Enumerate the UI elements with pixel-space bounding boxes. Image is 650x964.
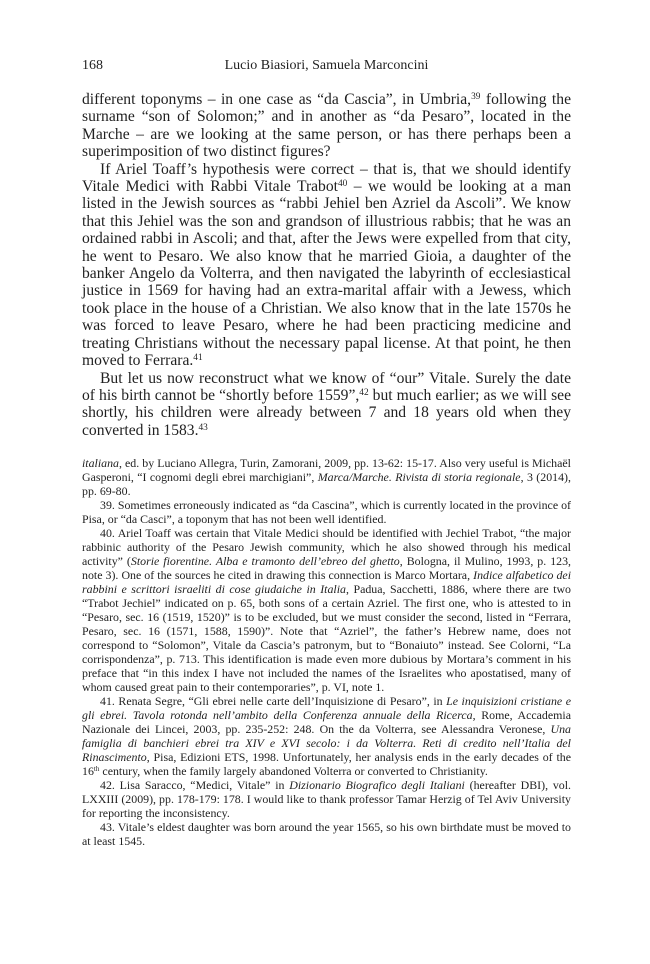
footnote-ref-43[interactable]: 43 xyxy=(198,422,208,433)
footnote-ref-39[interactable]: 39 xyxy=(471,91,481,102)
main-text xyxy=(82,91,571,439)
paragraph-2: If Ariel Toaff’s hypothesis were correct – that is, that we should identify Vitale Medici with Rabbi Vitale Trabot$^{40}$ – we would be looking at a man listed in the Jewish sources as “rabbi Jehiel ben Azriel da Ascoli”. We know that this Jehiel was the son and grandson of illustrious rabbis; that he was an ordained rabbi in Ascoli; and that, after the Jews were expelled from that city, he went to Pesaro. We also know that he married Gioia, a daughter of the banker Angelo da Volterra, and then navigated the labyrinth of ecclesiastical justice in 1569 for having had an extra-marital affair with a Jewess, which took place in the house of a Christian. We also know that in the late 1570s he was forced to leave Pesaro, where he had been practicing medicine and treating Christians without the necessary papal license. At that point, he then moved to Ferrara.$^{41}$ xyxy=(82,160,571,370)
footnote-ref-41[interactable]: 41 xyxy=(193,352,203,363)
running-header xyxy=(82,58,571,80)
footnote-ref-40[interactable]: 40 xyxy=(337,178,348,189)
footnotes xyxy=(82,456,571,848)
footnote-41: 41. Renata Segre, “Gli ebrei nelle carte dell’Inquisizione di Pesaro”, in Le inquisizioni cristiane e gli ebrei. Tavola rotonda nell’ambito della Conferenza annuale della Ricerca, Rome, Accademia Nazionale dei Lincei, 2003, pp. 235-252: 248. On the da Volterra, see Alessandra Veronese, Una famiglia di banchieri ebrei tra XIV e XVI secolo: i da Volterra. Reti di credito nell’Italia del Rinascimento, Pisa, Edizioni ETS, 1998. Unfortunately, her analysis ends in the early decades of the 16th century, when the family largely abandoned Volterra or converted to Christianity. xyxy=(82,694,571,778)
paragraph-3: But let us now reconstruct what we know of “our” Vitale. Surely the date of his birth cannot be “shortly before 1559”,$^{42}$ but much earlier; as we will see shortly, his children were already between 7 and 18 years old when they converted in 1583.43 xyxy=(82,369,571,439)
paragraph-1: different toponyms – in one case as “da Cascia”, in Umbria,$^{39}$ following the surname “son of Solomon;” and in another as “da Pesaro”, located in the Marche – are we looking at the same person, or has there perhaps been a superimposition of two distinct figures? xyxy=(82,91,571,161)
footnote-continuation: italiana, ed. by Luciano Allegra, Turin, Zamorani, 2009, pp. 13-62: 15-17. Also very useful is Michaël Gasperoni, “I cognomi degli ebrei marchigiani”, Marca/Marche. Rivista di storia regionale, 3 (2014), pp. 69-80. xyxy=(82,456,571,498)
footnote-ref-42[interactable]: 42 xyxy=(359,387,369,398)
page-number: 168 xyxy=(82,58,103,73)
footnote-42: 42. Lisa Saracco, “Medici, Vitale” in Dizionario Biografico degli Italiani (hereafter DBI), vol. LXXIII (2009), pp. 178-179: 178. I would like to thank professor Tamar Herzig of Tel Aviv University for reporting the inconsistency. xyxy=(82,778,571,820)
footnote-43: 43. Vitale’s eldest daughter was born around the year 1565, so his own birthdate must be moved to at least 1545. xyxy=(82,820,571,848)
running-head: Lucio Biasiori, Samuela Marconcini xyxy=(224,58,429,73)
footnote-39: 39. Sometimes erroneously indicated as “da Cascina”, which is currently located in the province of Pisa, or “da Casci”, a toponym that has not been well identified. xyxy=(82,498,571,526)
footnote-40: 40. Ariel Toaff was certain that Vitale Medici should be identified with Jechiel Trabot, “the major rabbinic authority of the Pesaro Jewish community, which he also showed through his medical activity” (Storie fiorentine. Alba e tramonto dell’ebreo del ghetto, Bologna, il Mulino, 1993, p. 123, note 3). One of the sources he cited in drawing this connection is Marco Mortara, Indice alfabetico dei rabbini e scrittori israeliti di cose giudaiche in Italia, Padua, Sacchetti, 1886, where there are two “Trabot Jechiel” indicated on p. 65, both sons of a certain Azriel. The first one, who is attested to in “Pesaro, sec. 16 (1519, 1520)” is to be excluded, but we must consider the second, listed in “Ferrara, Pesaro, sec. 16 (1571, 1588, 1590)”. Note that “Azriel”, the father’s Hebrew name, does not correspond to “Solomon”, Vitale da Cascia’s patronym, but to “Bonaiuto” instead. See Colorni, “La corrispondenza”, p. 713. This identification is made even more dubious by Mortara’s comment in his preface that “in this index I have not included the names of the Israelites who apostatised, many of whom caused great pain to their contemporaries”, p. VI, note 1. xyxy=(82,526,572,694)
